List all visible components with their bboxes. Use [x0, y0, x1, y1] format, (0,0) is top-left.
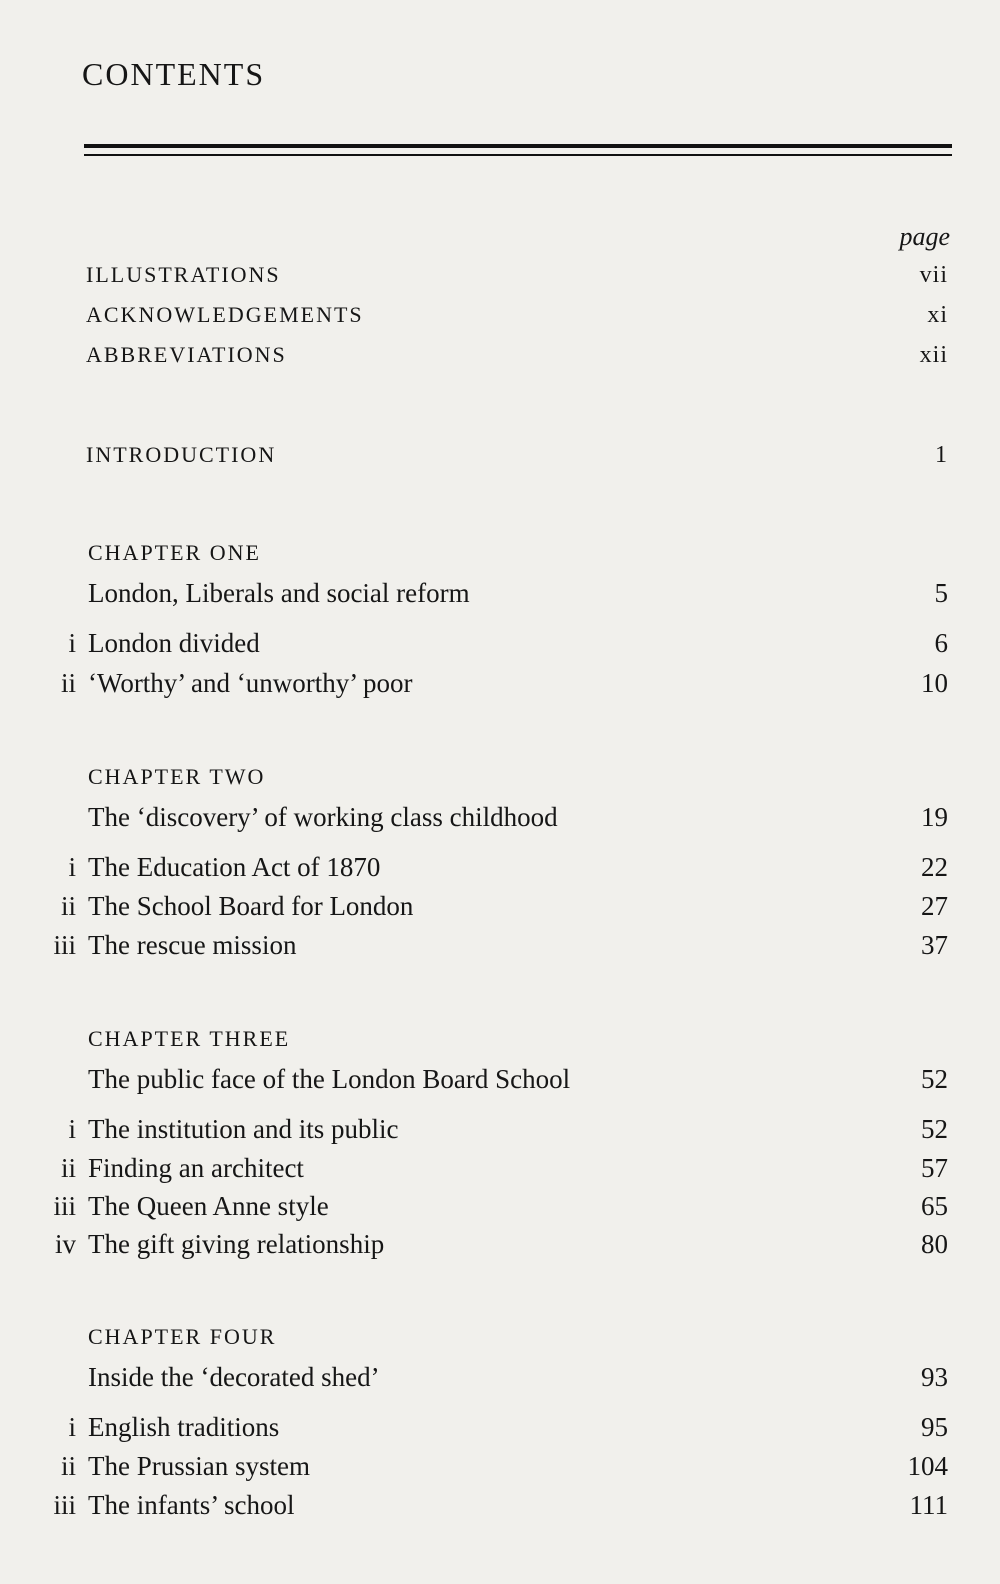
toc-entry-label: INTRODUCTION	[86, 442, 277, 467]
toc-entry-page: 52	[921, 1114, 948, 1144]
section-number: i	[68, 852, 76, 882]
heading-rule-thin	[84, 154, 952, 156]
section-number: iii	[53, 1490, 76, 1520]
section-number: i	[68, 628, 76, 658]
toc-section-entry[interactable]	[0, 889, 1000, 923]
toc-entry-chapter-four[interactable]	[0, 1360, 1000, 1394]
section-number: i	[68, 1412, 76, 1442]
toc-entry-acknowledgements[interactable]	[0, 298, 1000, 332]
toc-entry-label: ABBREVIATIONS	[86, 342, 287, 367]
section-number: ii	[60, 1153, 76, 1183]
chapter-number: CHAPTER THREE	[88, 1026, 291, 1051]
chapter-number: CHAPTER TWO	[88, 764, 266, 789]
toc-entry-page: 1	[935, 442, 948, 468]
section-number: iv	[54, 1229, 76, 1259]
chapter-number: CHAPTER FOUR	[88, 1324, 277, 1349]
toc-entry-page: 111	[909, 1490, 948, 1520]
section-title: The Prussian system	[88, 1451, 310, 1481]
section-title: London divided	[88, 628, 260, 658]
toc-section-entry[interactable]	[0, 928, 1000, 962]
toc-section-entry[interactable]	[0, 1227, 1000, 1261]
toc-entry-page: 104	[907, 1451, 948, 1481]
toc-entry-chapter-one[interactable]	[0, 576, 1000, 610]
section-number: iii	[53, 930, 76, 960]
toc-entry-page: 27	[921, 891, 948, 921]
section-number: ii	[60, 891, 76, 921]
chapter-title: The public face of the London Board School	[88, 1064, 571, 1094]
toc-entry-label: ILLUSTRATIONS	[86, 262, 281, 287]
toc-section-entry[interactable]	[0, 1410, 1000, 1444]
page-column-heading: page	[899, 222, 950, 251]
section-title: English traditions	[88, 1412, 280, 1442]
toc-entry-page: 37	[921, 930, 948, 960]
toc-section-entry[interactable]	[0, 666, 1000, 700]
heading-rule-thick	[84, 144, 952, 148]
section-number: i	[68, 1114, 76, 1144]
toc-entry-page: 65	[921, 1191, 948, 1221]
toc-entry-page: xi	[927, 302, 948, 328]
section-title: The Education Act of 1870	[88, 852, 381, 882]
toc-entry-page: 10	[921, 668, 948, 698]
chapter-title: London, Liberals and social reform	[88, 578, 470, 608]
toc-entry-page: 52	[921, 1064, 948, 1094]
toc-section-entry[interactable]	[0, 626, 1000, 660]
toc-entry-page: 22	[921, 852, 948, 882]
toc-entry-page: xii	[919, 342, 948, 368]
section-number: iii	[53, 1191, 76, 1221]
section-title: The Queen Anne style	[88, 1191, 329, 1221]
toc-entry-illustrations[interactable]	[0, 258, 1000, 292]
toc-entry-page: 93	[921, 1362, 948, 1392]
toc-entry-label: ACKNOWLEDGEMENTS	[86, 302, 364, 327]
toc-section-entry[interactable]	[0, 1189, 1000, 1223]
toc-entry-page: 95	[921, 1412, 948, 1442]
toc-section-entry[interactable]	[0, 1112, 1000, 1146]
toc-section-entry[interactable]	[0, 1151, 1000, 1185]
toc-section-entry[interactable]	[0, 1449, 1000, 1483]
section-number: ii	[60, 1451, 76, 1481]
toc-entry-page: 5	[934, 578, 948, 608]
toc-entry-chapter-two[interactable]	[0, 800, 1000, 834]
toc-entry-page: 57	[921, 1153, 948, 1183]
toc-entry-chapter-three[interactable]	[0, 1062, 1000, 1096]
chapter-title: Inside the ‘decorated shed’	[88, 1362, 380, 1392]
page-title: CONTENTS	[82, 56, 266, 92]
section-number: ii	[60, 668, 76, 698]
section-title: ‘Worthy’ and ‘unworthy’ poor	[88, 668, 413, 698]
chapter-heading	[0, 760, 1000, 794]
toc-entry-page: 6	[934, 628, 948, 658]
chapter-heading	[0, 1320, 1000, 1354]
toc-section-entry[interactable]	[0, 1488, 1000, 1522]
section-title: Finding an architect	[88, 1153, 304, 1183]
chapter-title: The ‘discovery’ of working class childhood	[88, 802, 558, 832]
chapter-heading	[0, 536, 1000, 570]
toc-entry-page: 80	[921, 1229, 948, 1259]
section-title: The gift giving relationship	[88, 1229, 385, 1259]
toc-entry-introduction[interactable]	[0, 438, 1000, 472]
section-title: The infants’ school	[88, 1490, 295, 1520]
chapter-heading	[0, 1022, 1000, 1056]
section-title: The rescue mission	[88, 930, 297, 960]
toc-section-entry[interactable]	[0, 850, 1000, 884]
section-title: The institution and its public	[88, 1114, 399, 1144]
section-title: The School Board for London	[88, 891, 414, 921]
chapter-number: CHAPTER ONE	[88, 540, 261, 565]
toc-entry-page: 19	[921, 802, 948, 832]
toc-entry-page: vii	[919, 262, 948, 288]
toc-entry-abbreviations[interactable]	[0, 338, 1000, 372]
